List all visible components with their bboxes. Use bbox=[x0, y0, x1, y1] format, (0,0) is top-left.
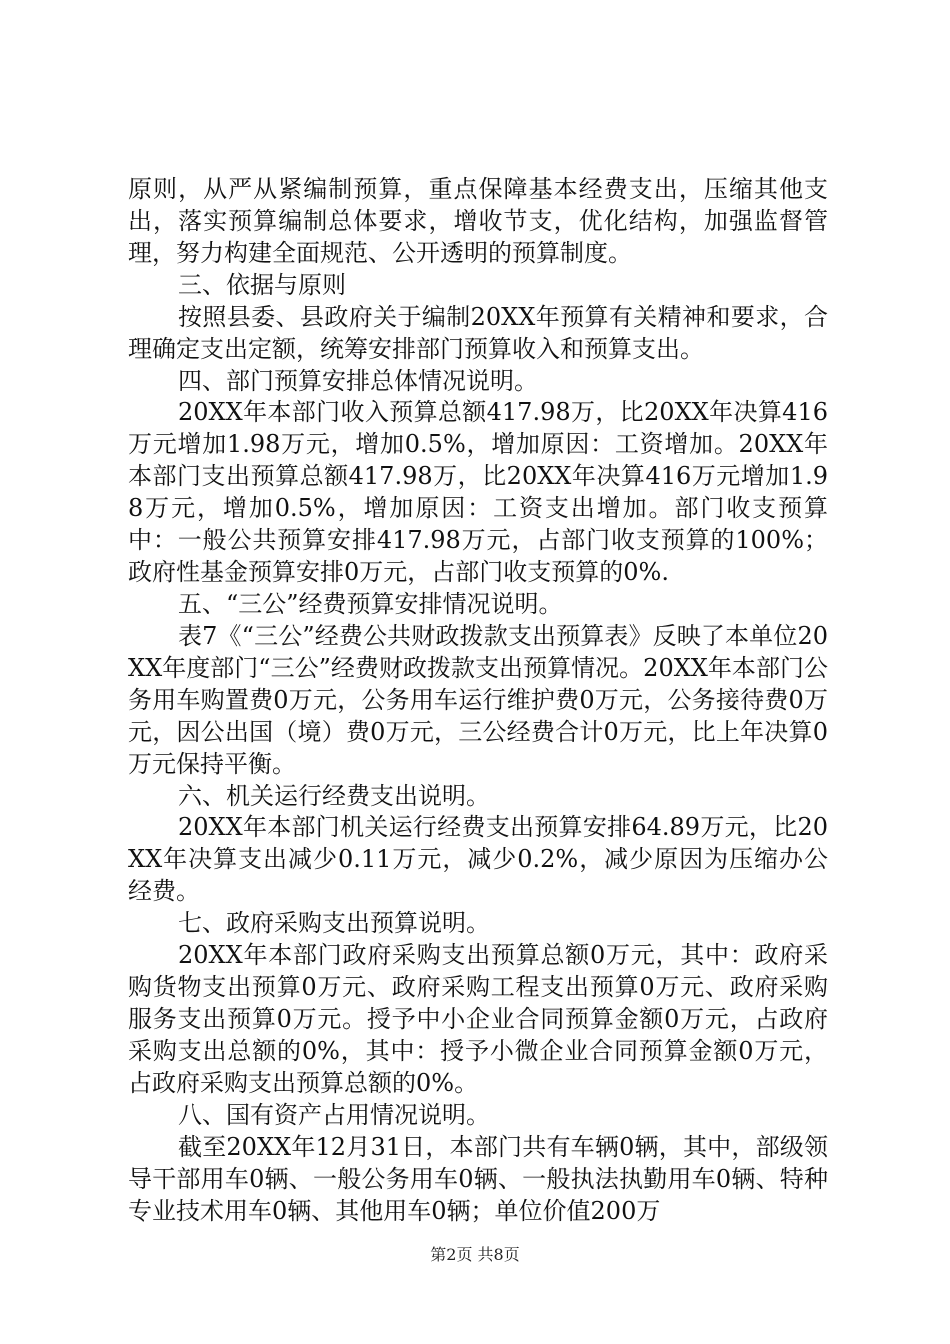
paragraph-6: 20XX年本部门政府采购支出预算总额0万元，其中：政府采购货物支出预算0万元、政府采购工程支出预算0万元、政府采购服务支出预算0万元。授予中小企业合同预算金额0万元，占政府采购支出总额的0%，其中：授予小微企业合同预算金额0万元，占政府采购支出预算总额的0%。 bbox=[128, 941, 828, 1097]
section-heading-3: 三、依据与原则 bbox=[178, 270, 346, 299]
section-heading-4: 四、部门预算安排总体情况说明。 bbox=[178, 366, 538, 395]
page-footer: 第2页 共8页 bbox=[430, 1245, 520, 1264]
paragraph-1: 原则，从严从紧编制预算，重点保障基本经费支出，压缩其他支出，落实预算编制总体要求，增收节支，优化结构，加强监督管理，努力构建全面规范、公开透明的预算制度。 bbox=[128, 175, 828, 267]
paragraph-3: 20XX年本部门收入预算总额417.98万，比20XX年决算416万元增加1.98万元，增加0.5%，增加原因：工资增加。20XX年本部门支出预算总额417.98万，比20XX年决算416万元增加1.98万元，增加0.5%，增加原因：工资支出增加。部门收支预算中：一般公共预算安排417.98万元，占部门收支预算的100%；政府性基金预算安排0万元，占部门收支预算的0%. bbox=[128, 398, 828, 587]
section-heading-7: 七、政府采购支出预算说明。 bbox=[178, 909, 490, 938]
paragraph-7: 截至20XX年12月31日，本部门共有车辆0辆，其中，部级领导干部用车0辆、一般公务用车0辆、一般执法执勤用车0辆、特种专业技术用车0辆、其他用车0辆；单位价值200万 bbox=[128, 1132, 828, 1225]
document-body bbox=[128, 174, 828, 1227]
paragraph-4: 表7《“三公”经费公共财政拨款支出预算表》反映了本单位20XX年度部门“三公”经费财政拨款支出预算情况。20XX年本部门公务用车购置费0万元，公务用车运行维护费0万元，公务接待费0万元，因公出国（境）费0万元，三公经费合计0万元，比上年决算0万元保持平衡。 bbox=[128, 621, 828, 778]
section-heading-5: 五、“三公”经费预算安排情况说明。 bbox=[178, 589, 563, 618]
section-heading-6: 六、机关运行经费支出说明。 bbox=[178, 781, 490, 810]
paragraph-5: 20XX年本部门机关运行经费支出预算安排64.89万元，比20XX年决算支出减少0.11万元，减少0.2%，减少原因为压缩办公经费。 bbox=[128, 813, 828, 906]
paragraph-2: 按照县委、县政府关于编制20XX年预算有关精神和要求，合理确定支出定额，统筹安排部门预算收入和预算支出。 bbox=[128, 302, 828, 363]
section-heading-8: 八、国有资产占用情况说明。 bbox=[178, 1100, 490, 1129]
